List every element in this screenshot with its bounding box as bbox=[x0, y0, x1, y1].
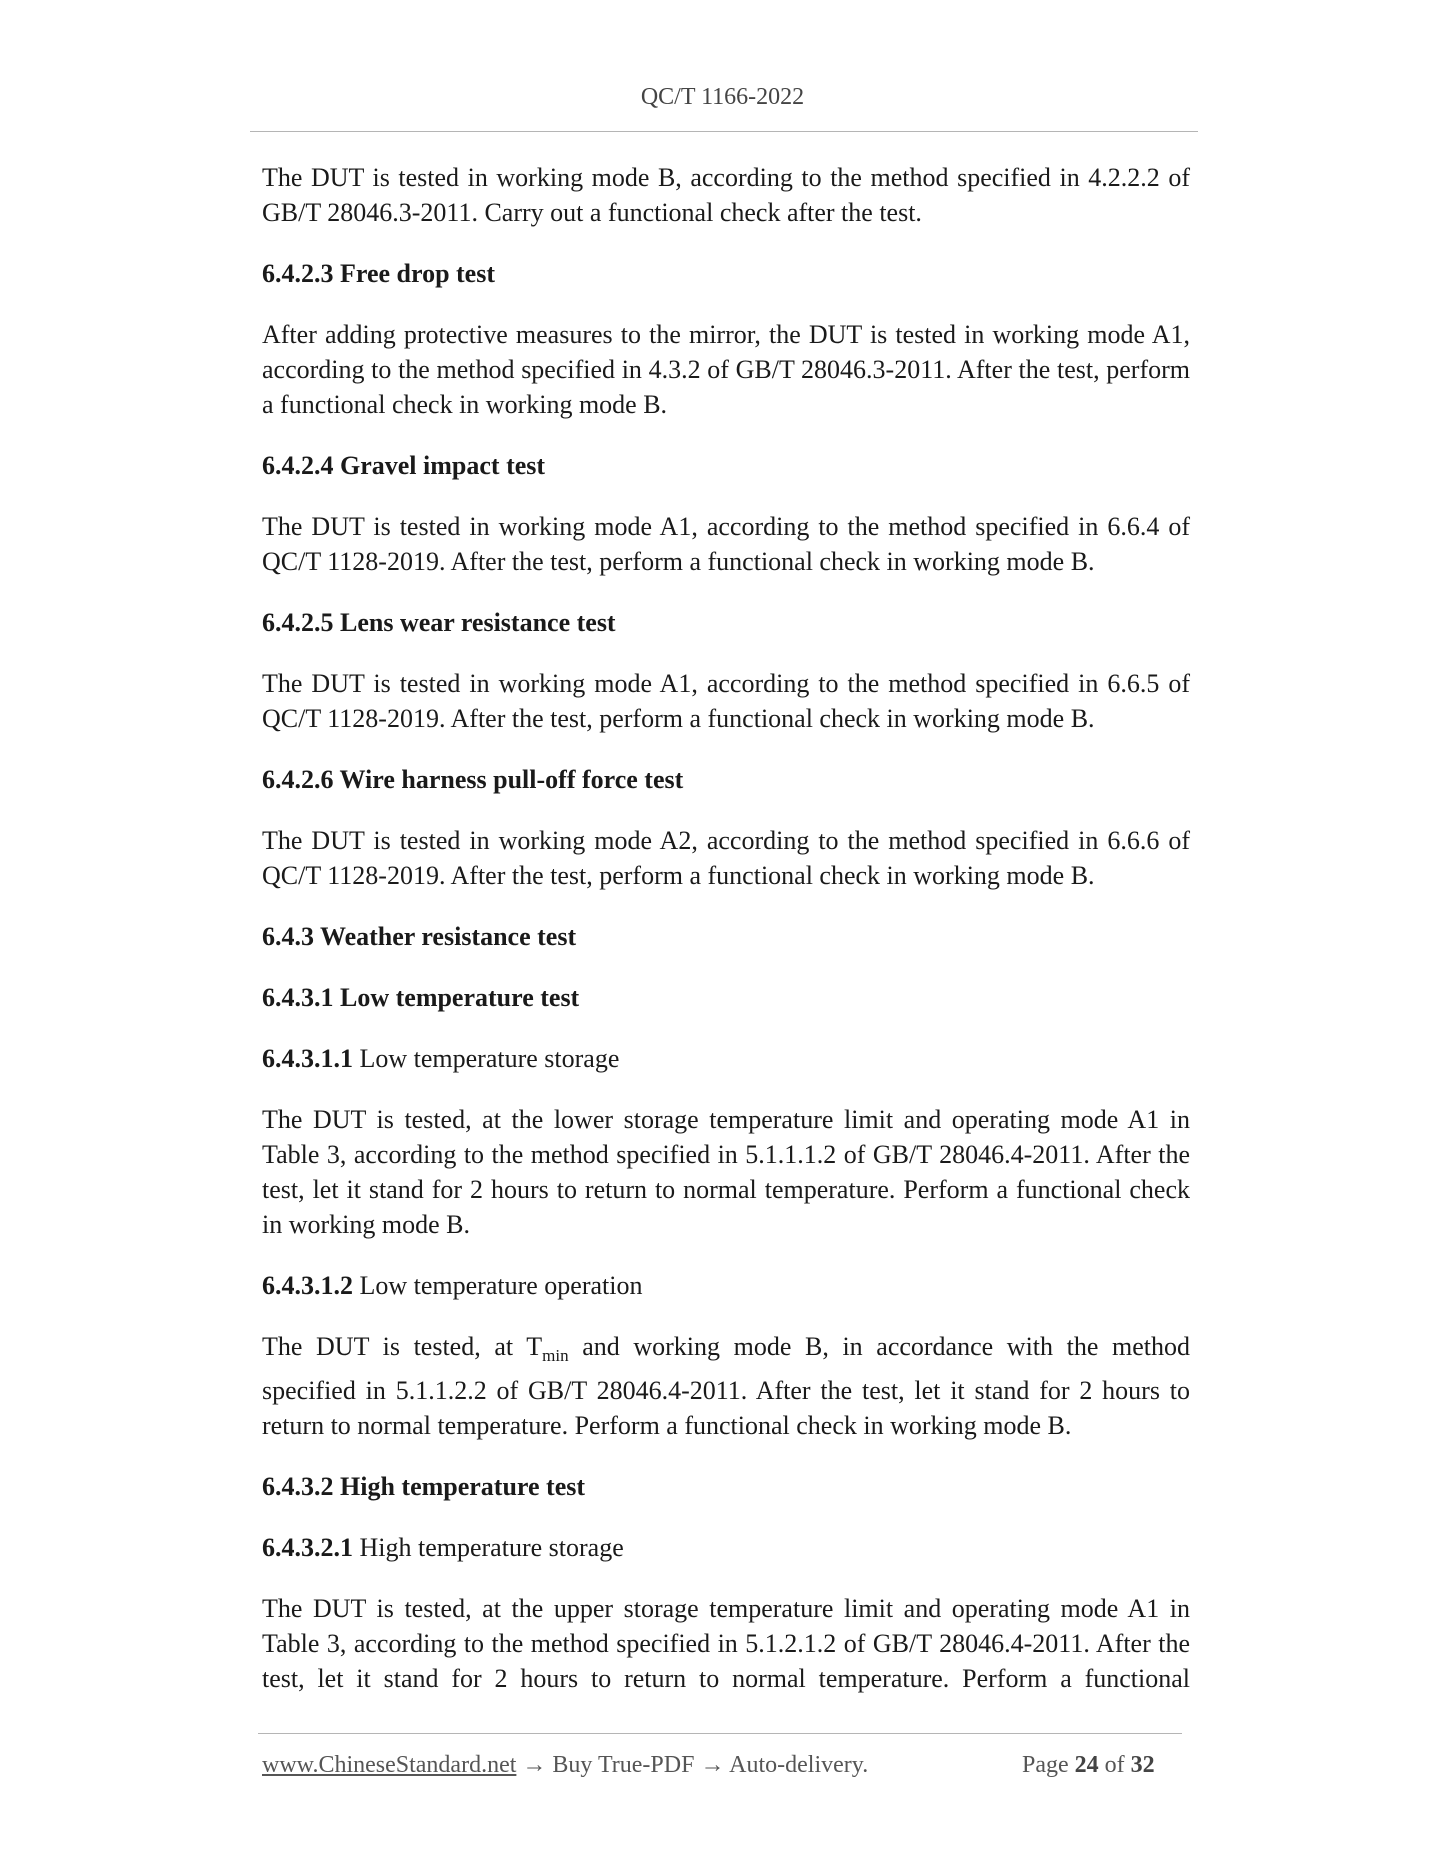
footer-buy-text: Buy True-PDF bbox=[552, 1752, 695, 1778]
page-label: Page bbox=[1022, 1752, 1075, 1778]
paragraph-text: and working mode B, in accordance with the method specified in 5.1.1.2.2 of GB/T 28046.4-2011. After the test, let it stand for 2 hours to return to normal temperature. Perform a functional check in working mode B. bbox=[262, 1332, 1190, 1441]
footer-promo bbox=[262, 1752, 868, 1779]
paragraph: The DUT is tested, at the lower storage temperature limit and operating mode A1 in Table 3, according to the method specified in 5.1.1.1.2 of GB/T 28046.4-2011. After the test, let it stand for 2 hours to return to normal temperature. Perform a functional check in working mode B. bbox=[262, 1105, 1190, 1239]
subsection-heading-6-4-3-1-2 bbox=[262, 1268, 1190, 1303]
section-heading-6-4-2-6: 6.4.2.6 Wire harness pull-off force test bbox=[262, 765, 684, 794]
website-link[interactable]: www.ChineseStandard.net bbox=[262, 1752, 517, 1778]
page-header-title: QC/T 1166-2022 bbox=[640, 84, 805, 110]
subscript-min: min bbox=[542, 1346, 569, 1366]
section-heading-6-4-3-1: 6.4.3.1 Low temperature test bbox=[262, 983, 580, 1012]
of-label: of bbox=[1098, 1752, 1131, 1778]
arrow-icon: → bbox=[516, 1752, 553, 1778]
paragraph: The DUT is tested in working mode A1, according to the method specified in 6.6.5 of QC/T 1128-2019. After the test, perform a functional check in working mode B. bbox=[262, 669, 1190, 733]
paragraph bbox=[262, 1329, 1190, 1443]
page-number bbox=[1022, 1752, 1155, 1779]
paragraph: After adding protective measures to the mirror, the DUT is tested in working mode A1, according to the method specified in 4.3.2 of GB/T 28046.3-2011. After the test, perform a functional check in working mode B. bbox=[262, 320, 1190, 419]
paragraph: The DUT is tested, at the upper storage temperature limit and operating mode A1 in Table 3, according to the method specified in 5.1.2.1.2 of GB/T 28046.4-2011. After the test, let it stand for 2 hours to return to normal temperature. Perform a functional bbox=[262, 1594, 1190, 1694]
section-heading-6-4-2-5: 6.4.2.5 Lens wear resistance test bbox=[262, 608, 616, 637]
section-heading-6-4-3-2: 6.4.3.2 High temperature test bbox=[262, 1472, 586, 1502]
footer-delivery-text: Auto-delivery. bbox=[729, 1752, 869, 1778]
subsection-title: Low temperature operation bbox=[353, 1271, 643, 1300]
subsection-title: High temperature storage bbox=[353, 1533, 624, 1563]
paragraph-text: The DUT is tested, at T bbox=[262, 1332, 543, 1361]
footer-divider bbox=[258, 1733, 1182, 1734]
paragraph: The DUT is tested in working mode A2, according to the method specified in 6.6.6 of QC/T 1128-2019. After the test, perform a functional check in working mode B. bbox=[262, 826, 1190, 890]
subsection-title: Low temperature storage bbox=[353, 1044, 620, 1073]
document-body bbox=[262, 160, 1190, 1722]
section-heading-6-4-2-4: 6.4.2.4 Gravel impact test bbox=[262, 451, 546, 480]
subsection-heading-6-4-3-2-1 bbox=[262, 1530, 1190, 1565]
subsection-heading-6-4-3-1-1 bbox=[262, 1041, 1190, 1076]
paragraph: The DUT is tested in working mode B, according to the method specified in 4.2.2.2 of GB/T 28046.3-2011. Carry out a functional check after the test. bbox=[262, 163, 1190, 227]
subsection-number: 6.4.3.1.1 bbox=[262, 1044, 353, 1073]
subsection-number: 6.4.3.2.1 bbox=[262, 1533, 353, 1563]
subsection-number: 6.4.3.1.2 bbox=[262, 1271, 353, 1300]
section-heading-6-4-3: 6.4.3 Weather resistance test bbox=[262, 922, 577, 951]
total-pages: 32 bbox=[1130, 1752, 1155, 1778]
current-page: 24 bbox=[1074, 1752, 1099, 1778]
paragraph: The DUT is tested in working mode A1, according to the method specified in 6.6.4 of QC/T 1128-2019. After the test, perform a functional check in working mode B. bbox=[262, 512, 1190, 576]
arrow-icon: → bbox=[694, 1752, 730, 1778]
header-divider bbox=[250, 131, 1198, 132]
section-heading-6-4-2-3: 6.4.2.3 Free drop test bbox=[262, 259, 495, 288]
